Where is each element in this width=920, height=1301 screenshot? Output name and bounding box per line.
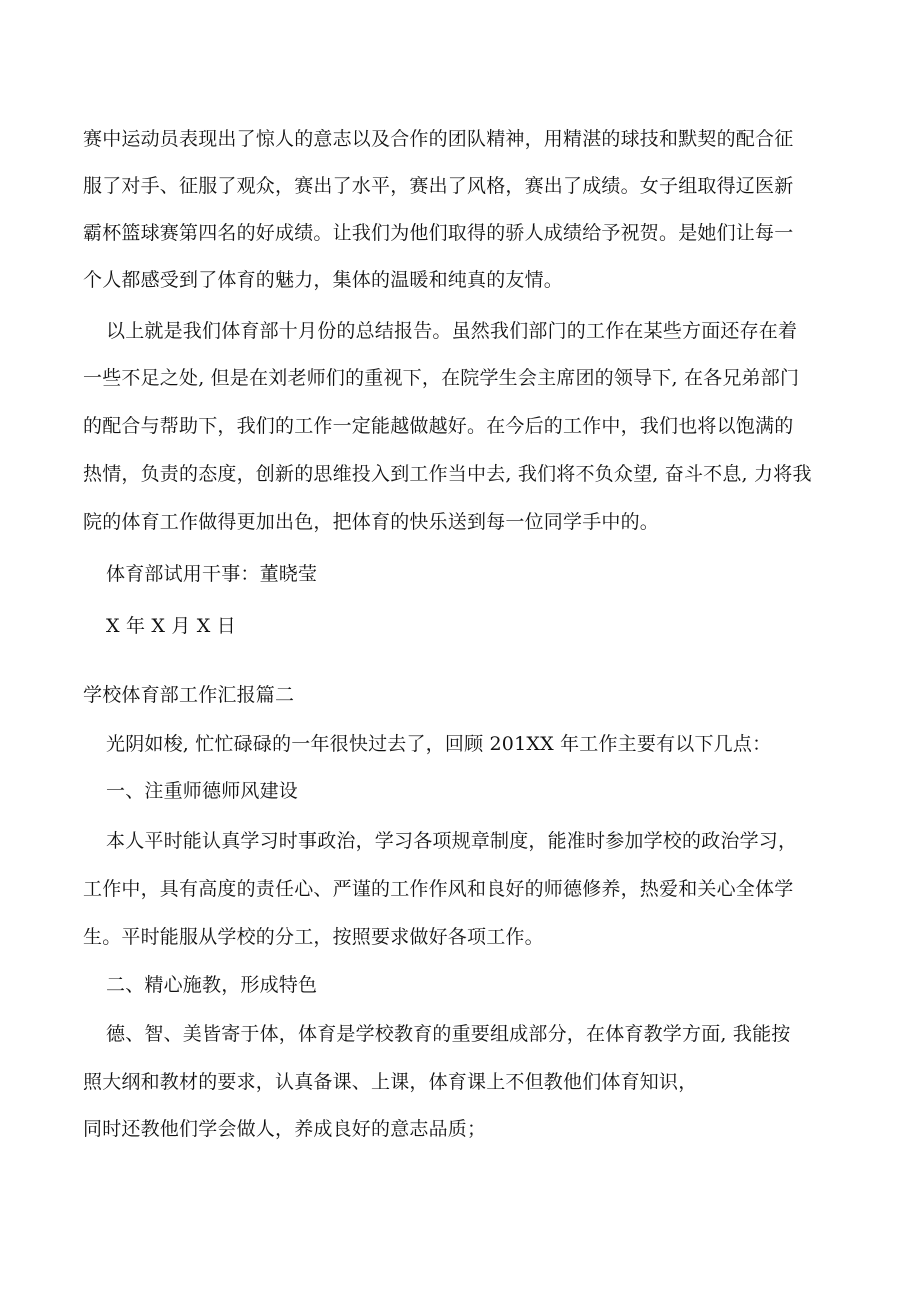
paragraph-line: 一些不足之处, 但是在刘老师们的重视下，在院学生会主席团的领导下, 在各兄弟部门 — [83, 367, 800, 389]
paragraph-line: 霸杯篮球赛第四名的好成绩。让我们为他们取得的骄人成绩给予祝贺。是她们让每一 — [83, 222, 794, 244]
paragraph-line: 赛中运动员表现出了惊人的意志以及合作的团队精神，用精湛的球技和默契的配合征 — [83, 128, 794, 150]
date: X 年 X 月 X 日 — [106, 615, 236, 637]
paragraph-line: 工作中，具有高度的责任心、严谨的工作作风和良好的师德修养，热爱和关心全体学 — [83, 878, 794, 900]
section-title: 学校体育部工作汇报篇二 — [83, 684, 295, 706]
paragraph-line: 德、智、美皆寄于体，体育是学校教育的重要组成部分，在体育教学方面, 我能按 — [106, 1023, 791, 1045]
paragraph-line: 本人平时能认真学习时事政治，学习各项规章制度，能准时参加学校的政治学习， — [106, 830, 798, 852]
heading-1: 一、注重师德师风建设 — [106, 780, 299, 802]
paragraph-line: 的配合与帮助下，我们的工作一定能越做越好。在今后的工作中，我们也将以饱满的 — [83, 415, 794, 437]
heading-2: 二、精心施教，形成特色 — [106, 974, 318, 996]
paragraph-line: 院的体育工作做得更加出色，把体育的快乐送到每一位同学手中的。 — [83, 511, 660, 533]
intro-line: 光阴如梭, 忙忙碌碌的一年很快过去了，回顾 201XX 年工作主要有以下几点： — [106, 733, 772, 755]
paragraph-line: 以上就是我们体育部十月份的总结报告。虽然我们部门的工作在某些方面还存在着 — [106, 320, 798, 342]
paragraph-line: 热情，负责的态度，创新的思维投入到工作当中去, 我们将不负众望, 奋斗不息, 力将我 — [83, 463, 812, 485]
paragraph-line: 个人都感受到了体育的魅力，集体的温暖和纯真的友情。 — [83, 269, 564, 291]
paragraph-line: 照大纲和教材的要求，认真备课、上课，体育课上不但教他们体育知识， — [83, 1071, 698, 1093]
paragraph-line: 同时还教他们学会做人，养成良好的意志品质； — [83, 1118, 487, 1140]
paragraph-line: 服了对手、征服了观众，赛出了水平，赛出了风格，赛出了成绩。女子组取得辽医新 — [83, 175, 794, 197]
paragraph-line: 生。平时能服从学校的分工，按照要求做好各项工作。 — [83, 926, 544, 948]
signature: 体育部试用干事：董晓莹 — [106, 563, 318, 585]
